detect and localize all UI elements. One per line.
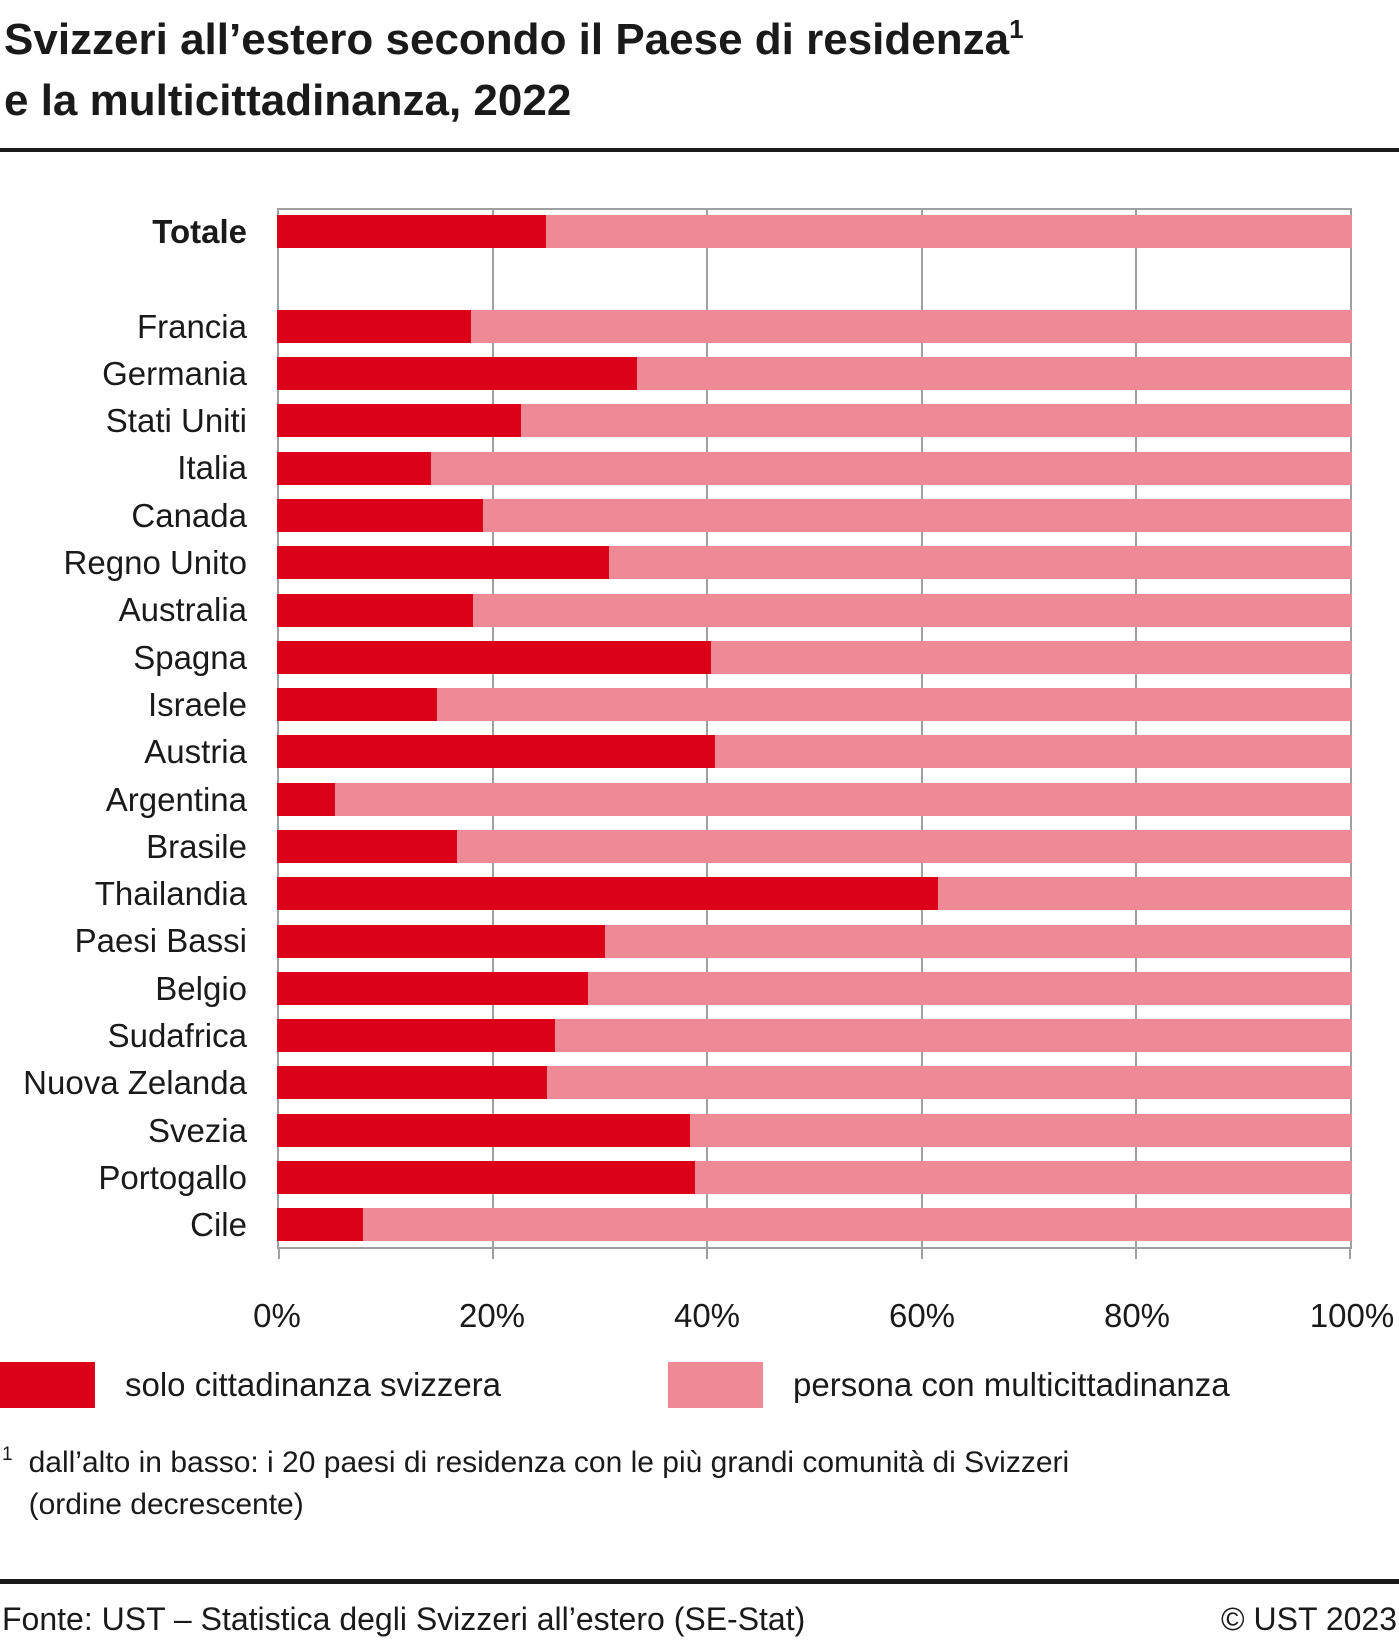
- row-track: [277, 917, 1352, 964]
- bar-multi-citizenship: [637, 357, 1352, 390]
- title-line1: Svizzeri all’estero secondo il Paese di residenza: [4, 15, 1010, 64]
- chart-row-paesi-bassi: [0, 917, 1399, 964]
- row-track: [277, 870, 1352, 917]
- chart-row-germania: [0, 350, 1399, 397]
- bar-multi-citizenship: [521, 404, 1352, 437]
- x-axis-label-20: 20%: [458, 1296, 526, 1334]
- row-track: [277, 208, 1352, 255]
- bar-solo-citizenship: [277, 357, 637, 390]
- title-footnote-marker: 1: [1009, 14, 1024, 44]
- row-label: Cile: [190, 1206, 247, 1244]
- bar-multi-citizenship: [555, 1019, 1352, 1052]
- chart-row-brasile: [0, 823, 1399, 870]
- title-divider: [0, 148, 1399, 152]
- row-label: Paesi Bassi: [74, 922, 247, 960]
- bar-solo-citizenship: [277, 688, 437, 721]
- bar-multi-citizenship: [431, 452, 1352, 485]
- x-axis-label-60: 60%: [888, 1296, 956, 1334]
- row-track: [277, 823, 1352, 870]
- chart-row-canada: [0, 492, 1399, 539]
- legend-label-multi: persona con multicittadinanza: [793, 1365, 1230, 1403]
- row-label: Brasile: [146, 827, 247, 865]
- row-label: Francia: [136, 307, 247, 345]
- chart-row-nuova-zelanda: [0, 1059, 1399, 1106]
- row-track: [277, 1012, 1352, 1059]
- chart-row-francia: [0, 303, 1399, 350]
- row-track: [277, 776, 1352, 823]
- row-track: [277, 444, 1352, 491]
- source-text: Fonte: UST – Statistica degli Svizzeri all’estero (SE-Stat): [2, 1600, 806, 1637]
- row-track: [277, 634, 1352, 681]
- chart-row-spagna: [0, 634, 1399, 681]
- legend-swatch-multi: [668, 1362, 763, 1408]
- copyright-text: © UST 2023: [1221, 1600, 1397, 1637]
- bar-solo-citizenship: [277, 1208, 363, 1241]
- chart-row-thailandia: [0, 870, 1399, 917]
- bar-solo-citizenship: [277, 1066, 547, 1099]
- bar-multi-citizenship: [938, 877, 1352, 910]
- footer-divider: [0, 1579, 1399, 1584]
- chart-row-stati-uniti: [0, 397, 1399, 444]
- row-label: Regno Unito: [63, 544, 247, 582]
- bar-multi-citizenship: [609, 546, 1352, 579]
- row-label: Stati Uniti: [105, 402, 247, 440]
- bar-solo-citizenship: [277, 452, 431, 485]
- bar-solo-citizenship: [277, 499, 483, 532]
- row-label: Nuova Zelanda: [23, 1064, 247, 1102]
- row-track: [277, 1059, 1352, 1106]
- bar-multi-citizenship: [363, 1208, 1352, 1241]
- bar-multi-citizenship: [473, 594, 1352, 627]
- title-line2: e la multicittadinanza, 2022: [4, 76, 572, 125]
- x-axis-label-0: 0%: [253, 1296, 301, 1334]
- footnote-line2: (ordine decrescente): [28, 1487, 304, 1521]
- chart-row-portogallo: [0, 1154, 1399, 1201]
- chart-row-cile: [0, 1201, 1399, 1248]
- bar-solo-citizenship: [277, 215, 546, 248]
- row-label: Germania: [102, 354, 247, 392]
- legend-swatch-solo: [0, 1362, 95, 1408]
- row-track: [277, 965, 1352, 1012]
- x-axis-label-100: 100%: [1309, 1296, 1395, 1334]
- row-label: Sudafrica: [107, 1017, 247, 1055]
- bar-multi-citizenship: [483, 499, 1352, 532]
- chart-row-israele: [0, 681, 1399, 728]
- bar-multi-citizenship: [695, 1161, 1352, 1194]
- row-track: [277, 539, 1352, 586]
- bar-solo-citizenship: [277, 877, 938, 910]
- row-label: Svezia: [147, 1111, 247, 1149]
- x-axis-label-80: 80%: [1103, 1296, 1171, 1334]
- bar-multi-citizenship: [547, 1066, 1352, 1099]
- bar-multi-citizenship: [605, 925, 1352, 958]
- chart-rows: [0, 208, 1399, 1249]
- bar-solo-citizenship: [277, 546, 609, 579]
- row-track: [277, 492, 1352, 539]
- legend-item-multi: [668, 1362, 1230, 1408]
- bar-solo-citizenship: [277, 1161, 695, 1194]
- bar-multi-citizenship: [335, 783, 1352, 816]
- row-track: [277, 1107, 1352, 1154]
- bar-solo-citizenship: [277, 594, 473, 627]
- bar-multi-citizenship: [715, 735, 1352, 768]
- chart-row-regno-unito: [0, 539, 1399, 586]
- chart-row-totale: [0, 208, 1399, 255]
- bar-multi-citizenship: [457, 830, 1352, 863]
- bar-multi-citizenship: [471, 310, 1353, 343]
- bar-multi-citizenship: [690, 1114, 1352, 1147]
- stacked-bar-chart: [0, 208, 1399, 1249]
- row-label: Totale: [152, 213, 247, 250]
- row-track: [277, 681, 1352, 728]
- bar-solo-citizenship: [277, 641, 711, 674]
- bar-solo-citizenship: [277, 972, 588, 1005]
- row-label: Portogallo: [98, 1158, 247, 1196]
- chart-title: [0, 0, 1399, 129]
- spacer-row: [0, 255, 1399, 302]
- bar-multi-citizenship: [588, 972, 1352, 1005]
- row-label: Belgio: [155, 969, 247, 1007]
- bar-solo-citizenship: [277, 735, 715, 768]
- chart-row-sudafrica: [0, 1012, 1399, 1059]
- chart-row-argentina: [0, 776, 1399, 823]
- bar-solo-citizenship: [277, 830, 457, 863]
- row-track: [277, 303, 1352, 350]
- row-label: Austria: [144, 733, 247, 771]
- row-label: Israele: [147, 685, 247, 723]
- footnote-marker: 1: [2, 1443, 13, 1465]
- legend-label-solo: solo cittadinanza svizzera: [125, 1365, 502, 1403]
- bar-multi-citizenship: [437, 688, 1352, 721]
- bar-solo-citizenship: [277, 404, 521, 437]
- row-track: [277, 728, 1352, 775]
- row-label: Canada: [131, 496, 247, 534]
- footnote-text: [29, 1442, 1070, 1526]
- bar-multi-citizenship: [546, 215, 1352, 248]
- row-track: [277, 1201, 1352, 1248]
- x-axis-labels: [253, 1296, 1395, 1337]
- chart-row-belgio: [0, 965, 1399, 1012]
- bar-solo-citizenship: [277, 1019, 555, 1052]
- row-track: [277, 1154, 1352, 1201]
- bar-multi-citizenship: [711, 641, 1352, 674]
- x-axis-label-40: 40%: [673, 1296, 741, 1334]
- row-track: [277, 350, 1352, 397]
- row-label: Thailandia: [94, 875, 247, 913]
- legend: [0, 1362, 1399, 1408]
- footnote-line1: dall’alto in basso: i 20 paesi di residenza con le più grandi comunità di Svizzeri: [28, 1445, 1070, 1479]
- chart-row-italia: [0, 444, 1399, 491]
- legend-item-solo: [0, 1362, 501, 1408]
- footer: [0, 1601, 1399, 1638]
- bar-solo-citizenship: [277, 783, 335, 816]
- row-label: Spagna: [133, 638, 247, 676]
- bar-solo-citizenship: [277, 310, 471, 343]
- chart-row-austria: [0, 728, 1399, 775]
- bar-solo-citizenship: [277, 1114, 690, 1147]
- row-label: Argentina: [105, 780, 247, 818]
- footnote: [0, 1442, 1399, 1526]
- row-track: [277, 397, 1352, 444]
- row-track: [277, 586, 1352, 633]
- chart-row-svezia: [0, 1107, 1399, 1154]
- row-label: Australia: [118, 591, 247, 629]
- bar-solo-citizenship: [277, 925, 605, 958]
- chart-row-australia: [0, 586, 1399, 633]
- row-label: Italia: [177, 449, 247, 487]
